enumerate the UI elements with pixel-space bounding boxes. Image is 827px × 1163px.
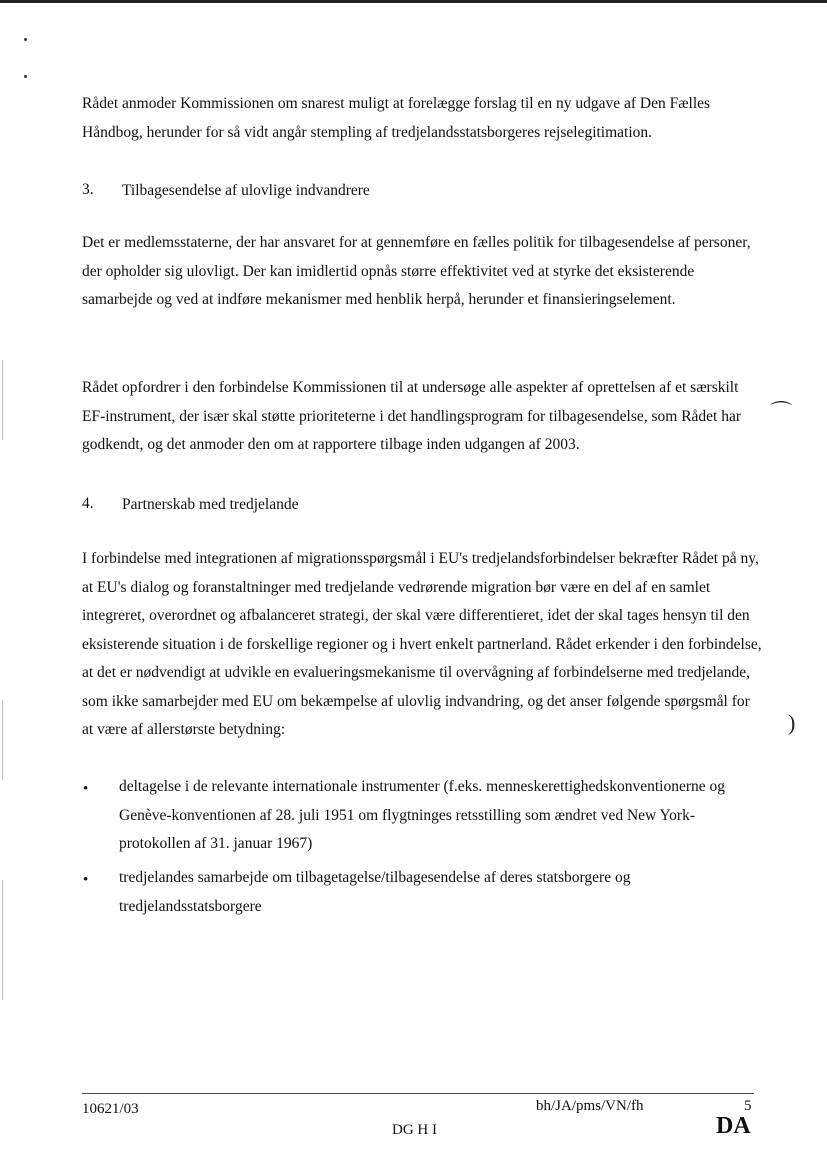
footer-doc-number: 10621/03	[82, 1101, 139, 1117]
section-4-number: 4.	[82, 495, 94, 512]
footer-dg: DG H I	[392, 1122, 437, 1138]
hole-punch-mark: ⌒	[770, 400, 793, 425]
paragraph-1: Rådet anmoder Kommissionen om snarest muligt at forelægge forslag til en ny udgave af Den Fælles Håndbog, herunder for så vidt angår stempling af tredjelandsstatsborgeres rejselegitimation.	[82, 95, 711, 141]
top-border	[0, 0, 827, 3]
footer-page-number: 5	[744, 1098, 752, 1114]
scan-edge	[2, 360, 3, 440]
footer-rule	[82, 1093, 754, 1094]
footer-language-code: DA	[716, 1113, 751, 1139]
hole-punch-mark: )	[788, 710, 796, 735]
section-3-number: 3.	[82, 181, 94, 198]
scan-edge	[2, 700, 3, 780]
scan-speck	[24, 75, 27, 78]
paragraph-3: Rådet opfordrer i den forbindelse Kommissionen til at undersøge alle aspekter af oprettelsen af et særskilt EF-instrument, der især skal støtte prioriteterne i det handlingsprogram for tilbagesendelse, som Rådet har godkendt, og det anmoder den om at rapportere tilbage inden udgangen af 2003.	[82, 379, 742, 453]
bullet-item-2: tredjelandes samarbejde om tilbagetagelse/tilbagesendelse af deres statsborgere og tredjelandsstatsborgere	[119, 869, 631, 915]
scan-edge	[2, 880, 3, 1000]
section-4-heading: Partnerskab med tredjelande	[122, 496, 299, 513]
scan-speck	[24, 38, 27, 41]
paragraph-4: I forbindelse med integrationen af migrationsspørgsmål i EU's tredjelandsforbindelser bekræfter Rådet på ny, at EU's dialog og foranstaltninger med tredjelande vedrørende migration bør være en del af en samlet integreret, overordnet og afbalanceret strategi, der skal være differentieret, idet der skal tages hensyn til den eksisterende situation i de forskellige regioner og i hvert enkelt partnerland. Rådet erkender i den forbindelse, at det er nødvendigt at udvikle en evalueringsmekanisme til overvågning af forbindelserne med tredjelande, som ikke samarbejder med EU om bekæmpelse af ulovlig indvandring, og det anser følgende spørgsmål for at være af allerstørste betydning:	[82, 550, 762, 738]
bullet-marker: •	[83, 781, 89, 797]
footer-initials: bh/JA/pms/VN/fh	[536, 1098, 644, 1114]
bullet-marker: •	[83, 872, 89, 888]
bullet-item-1: deltagelse i de relevante internationale instrumenter (f.eks. menneskerettighedskonventionerne og Genève-konventionen af 28. juli 1951 om flygtninges retsstilling som ændret ved New York-protokollen af 31. januar 1967)	[119, 778, 725, 852]
section-3-heading: Tilbagesendelse af ulovlige indvandrere	[122, 182, 370, 199]
paragraph-2: Det er medlemsstaterne, der har ansvaret for at gennemføre en fælles politik for tilbagesendelse af personer, der opholder sig ulovligt. Der kan imidlertid opnås større effektivitet ved at styrke det eksisterende samarbejde og ved at indføre mekanismer med henblik herpå, herunder et finansieringselement.	[82, 234, 751, 308]
